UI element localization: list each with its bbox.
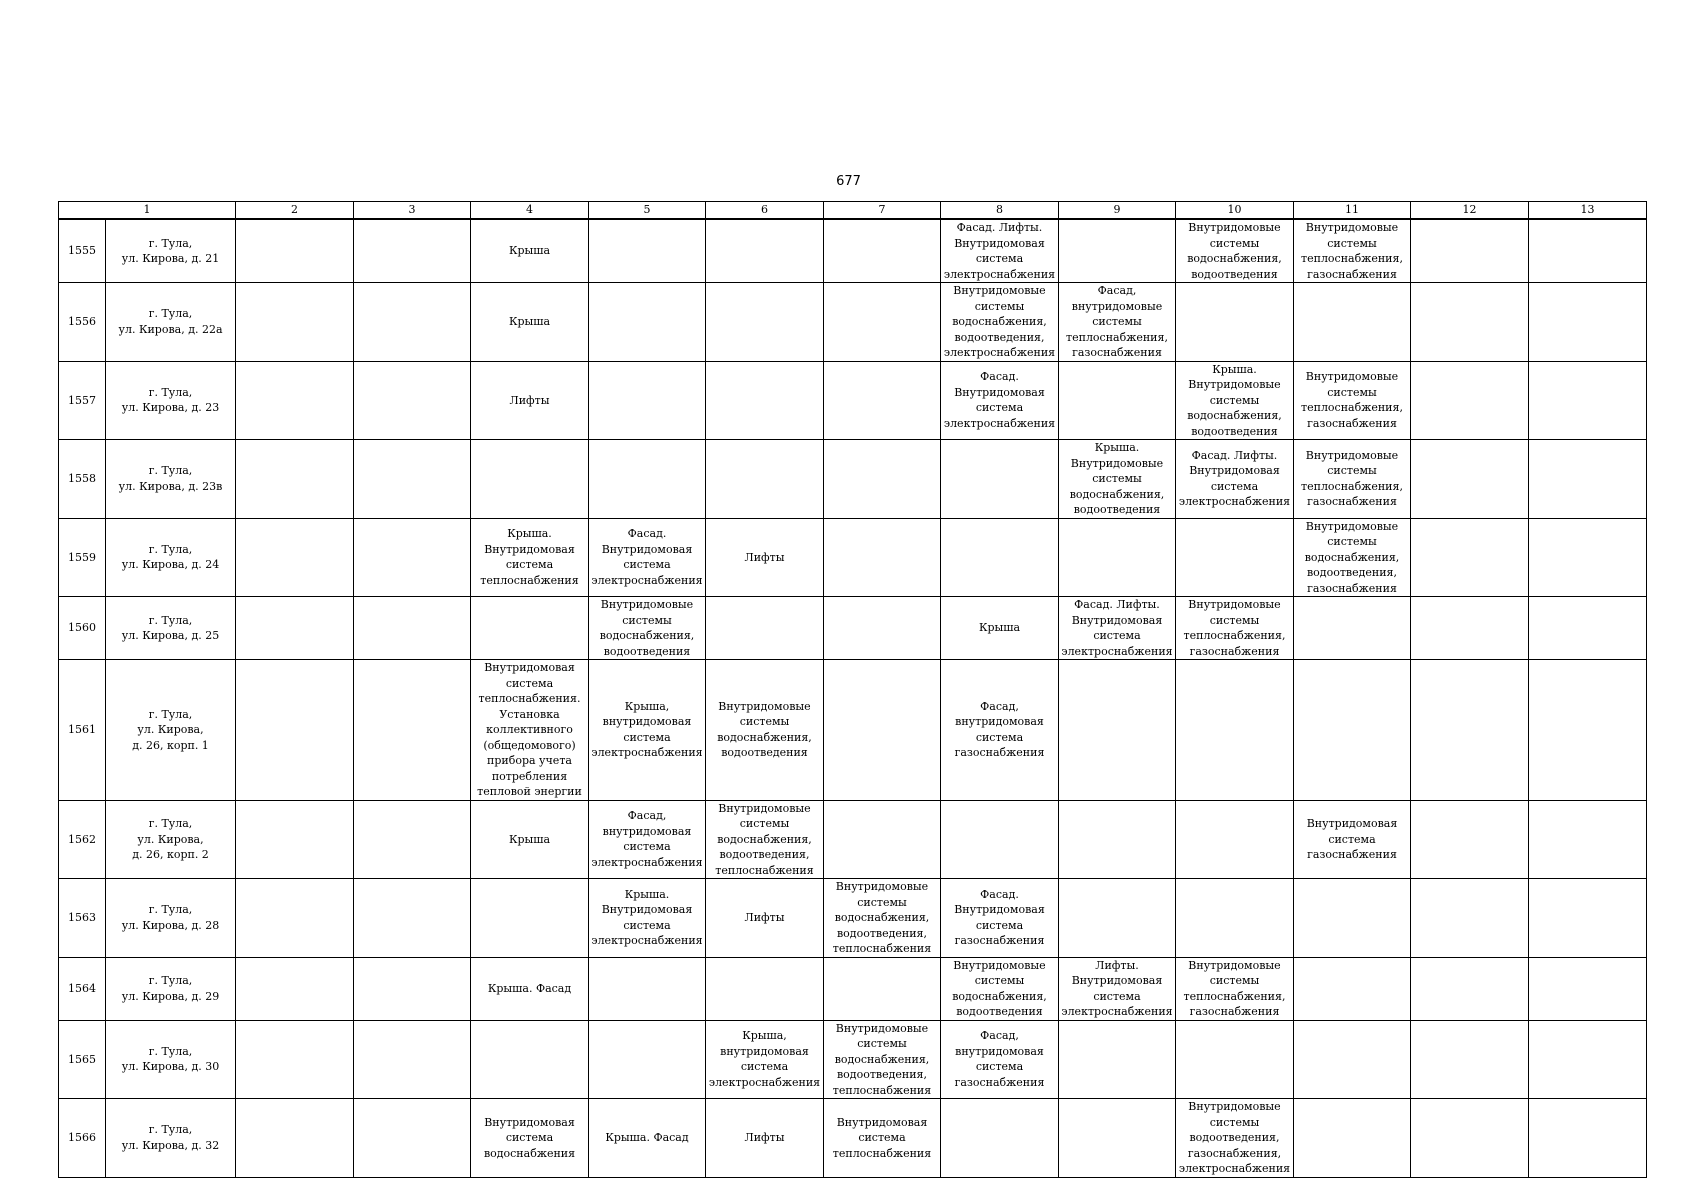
work-cell-col-2: [236, 597, 354, 660]
work-cell-col-5: [589, 1020, 706, 1099]
row-number: 1557: [59, 361, 106, 440]
work-cell-col-5: [589, 361, 706, 440]
work-cell-col-12: [1411, 1099, 1529, 1178]
work-cell-col-6: Лифты: [706, 518, 824, 597]
address-cell: г. Тула, ул. Кирова, д. 25: [106, 597, 236, 660]
table-row: [59, 361, 1647, 440]
work-cell-col-5: Внутридомовые системы водоснабжения, водоотведения: [589, 597, 706, 660]
work-cell-col-10: [1176, 518, 1294, 597]
table-row: [59, 1099, 1647, 1178]
work-cell-col-3: [354, 361, 471, 440]
work-cell-col-6: [706, 361, 824, 440]
work-cell-col-8: [941, 800, 1059, 879]
work-cell-col-2: [236, 440, 354, 519]
work-cell-col-7: [824, 219, 941, 283]
work-cell-col-9: [1059, 361, 1176, 440]
work-cell-col-3: [354, 957, 471, 1020]
row-number: 1556: [59, 283, 106, 362]
work-cell-col-10: [1176, 283, 1294, 362]
work-cell-col-3: [354, 660, 471, 801]
work-cell-col-4: Внутридомовая система водоснабжения: [471, 1099, 589, 1178]
address-cell: г. Тула, ул. Кирова, д. 22а: [106, 283, 236, 362]
work-cell-col-11: [1294, 1020, 1411, 1099]
work-cell-col-9: [1059, 1020, 1176, 1099]
work-cell-col-6: Лифты: [706, 879, 824, 958]
row-number: 1560: [59, 597, 106, 660]
work-cell-col-13: [1529, 1020, 1647, 1099]
table-row: [59, 283, 1647, 362]
table-row: [59, 219, 1647, 283]
work-cell-col-3: [354, 800, 471, 879]
work-cell-col-11: Внутридомовые системы водоснабжения, водоотведения, газоснабжения: [1294, 518, 1411, 597]
work-cell-col-10: Внутридомовые системы теплоснабжения, газоснабжения: [1176, 957, 1294, 1020]
work-cell-col-2: [236, 1099, 354, 1178]
work-cell-col-9: [1059, 219, 1176, 283]
table-row: [59, 879, 1647, 958]
column-header: 6: [706, 202, 824, 220]
work-cell-col-11: [1294, 1099, 1411, 1178]
work-cell-col-13: [1529, 957, 1647, 1020]
row-number: 1561: [59, 660, 106, 801]
work-cell-col-13: [1529, 361, 1647, 440]
work-cell-col-11: Внутридомовые системы теплоснабжения, газоснабжения: [1294, 219, 1411, 283]
work-cell-col-2: [236, 361, 354, 440]
work-cell-col-12: [1411, 518, 1529, 597]
work-cell-col-12: [1411, 219, 1529, 283]
work-cell-col-6: Лифты: [706, 1099, 824, 1178]
work-cell-col-2: [236, 660, 354, 801]
work-cell-col-9: [1059, 518, 1176, 597]
work-cell-col-10: Крыша. Внутридомовые системы водоснабжения, водоотведения: [1176, 361, 1294, 440]
address-cell: г. Тула, ул. Кирова, д. 21: [106, 219, 236, 283]
work-cell-col-2: [236, 219, 354, 283]
work-cell-col-3: [354, 283, 471, 362]
row-number: 1565: [59, 1020, 106, 1099]
work-cell-col-7: [824, 440, 941, 519]
work-cell-col-8: Крыша: [941, 597, 1059, 660]
work-cell-col-8: Фасад. Внутридомовая система газоснабжения: [941, 879, 1059, 958]
address-cell: г. Тула, ул. Кирова, д. 30: [106, 1020, 236, 1099]
work-cell-col-11: [1294, 879, 1411, 958]
work-cell-col-11: [1294, 957, 1411, 1020]
work-cell-col-13: [1529, 283, 1647, 362]
work-cell-col-10: [1176, 1020, 1294, 1099]
address-cell: г. Тула, ул. Кирова, д. 26, корп. 2: [106, 800, 236, 879]
work-cell-col-11: Внутридомовая система газоснабжения: [1294, 800, 1411, 879]
work-cell-col-6: [706, 440, 824, 519]
work-cell-col-9: [1059, 800, 1176, 879]
address-cell: г. Тула, ул. Кирова, д. 29: [106, 957, 236, 1020]
work-cell-col-5: Фасад. Внутридомовая система электроснабжения: [589, 518, 706, 597]
column-header: 8: [941, 202, 1059, 220]
work-cell-col-10: [1176, 660, 1294, 801]
work-cell-col-8: [941, 1099, 1059, 1178]
work-cell-col-8: Фасад, внутридомовая система газоснабжения: [941, 660, 1059, 801]
work-cell-col-10: [1176, 879, 1294, 958]
work-cell-col-11: [1294, 597, 1411, 660]
work-cell-col-5: [589, 957, 706, 1020]
column-header: 9: [1059, 202, 1176, 220]
column-header: 3: [354, 202, 471, 220]
work-cell-col-3: [354, 879, 471, 958]
column-header: 5: [589, 202, 706, 220]
work-cell-col-6: [706, 219, 824, 283]
address-cell: г. Тула, ул. Кирова, д. 32: [106, 1099, 236, 1178]
work-cell-col-12: [1411, 283, 1529, 362]
work-cell-col-10: Внутридомовые системы теплоснабжения, газоснабжения: [1176, 597, 1294, 660]
work-cell-col-9: [1059, 660, 1176, 801]
work-cell-col-8: Фасад, внутридомовая система газоснабжения: [941, 1020, 1059, 1099]
work-cell-col-8: Фасад. Внутридомовая система электроснабжения: [941, 361, 1059, 440]
work-cell-col-9: Фасад, внутридомовые системы теплоснабжения, газоснабжения: [1059, 283, 1176, 362]
work-cell-col-2: [236, 800, 354, 879]
work-cell-col-12: [1411, 361, 1529, 440]
work-cell-col-9: Крыша. Внутридомовые системы водоснабжения, водоотведения: [1059, 440, 1176, 519]
address-cell: г. Тула, ул. Кирова, д. 26, корп. 1: [106, 660, 236, 801]
column-header: 1: [59, 202, 236, 220]
work-cell-col-13: [1529, 660, 1647, 801]
column-header: 11: [1294, 202, 1411, 220]
work-cell-col-9: [1059, 1099, 1176, 1178]
table-row: [59, 660, 1647, 801]
work-cell-col-9: Лифты. Внутридомовая система электроснабжения: [1059, 957, 1176, 1020]
work-cell-col-7: [824, 283, 941, 362]
row-number: 1563: [59, 879, 106, 958]
work-cell-col-5: [589, 219, 706, 283]
work-cell-col-3: [354, 1099, 471, 1178]
address-cell: г. Тула, ул. Кирова, д. 24: [106, 518, 236, 597]
work-cell-col-12: [1411, 597, 1529, 660]
column-header: 4: [471, 202, 589, 220]
work-cell-col-13: [1529, 440, 1647, 519]
work-cell-col-13: [1529, 518, 1647, 597]
work-cell-col-12: [1411, 660, 1529, 801]
work-cell-col-10: Фасад. Лифты. Внутридомовая система электроснабжения: [1176, 440, 1294, 519]
work-cell-col-11: Внутридомовые системы теплоснабжения, газоснабжения: [1294, 361, 1411, 440]
work-cell-col-4: [471, 440, 589, 519]
work-cell-col-3: [354, 219, 471, 283]
work-cell-col-12: [1411, 440, 1529, 519]
column-number-row: [59, 202, 1647, 220]
work-cell-col-6: [706, 283, 824, 362]
table-row: [59, 800, 1647, 879]
work-cell-col-8: Внутридомовые системы водоснабжения, водоотведения, электроснабжения: [941, 283, 1059, 362]
work-cell-col-2: [236, 518, 354, 597]
work-cell-col-4: Лифты: [471, 361, 589, 440]
work-cell-col-10: Внутридомовые системы водоснабжения, водоотведения: [1176, 219, 1294, 283]
work-cell-col-7: [824, 518, 941, 597]
row-number: 1559: [59, 518, 106, 597]
work-cell-col-5: [589, 440, 706, 519]
row-number: 1562: [59, 800, 106, 879]
work-cell-col-4: Крыша. Внутридомовая система теплоснабжения: [471, 518, 589, 597]
work-cell-col-10: Внутридомовые системы водоотведения, газоснабжения, электроснабжения: [1176, 1099, 1294, 1178]
work-cell-col-6: Внутридомовые системы водоснабжения, водоотведения: [706, 660, 824, 801]
work-cell-col-5: Крыша, внутридомовая система электроснабжения: [589, 660, 706, 801]
work-cell-col-13: [1529, 800, 1647, 879]
table-row: [59, 1020, 1647, 1099]
work-cell-col-4: Крыша: [471, 800, 589, 879]
capital-repair-table: [58, 201, 1647, 1178]
work-cell-col-8: [941, 440, 1059, 519]
work-cell-col-2: [236, 1020, 354, 1099]
work-cell-col-6: [706, 957, 824, 1020]
table-row: [59, 440, 1647, 519]
work-cell-col-7: Внутридомовые системы водоснабжения, водоотведения, теплоснабжения: [824, 879, 941, 958]
address-cell: г. Тула, ул. Кирова, д. 23: [106, 361, 236, 440]
work-cell-col-5: Крыша. Фасад: [589, 1099, 706, 1178]
table-row: [59, 518, 1647, 597]
work-cell-col-3: [354, 597, 471, 660]
table-row: [59, 597, 1647, 660]
work-cell-col-2: [236, 283, 354, 362]
work-cell-col-11: [1294, 283, 1411, 362]
column-header: 12: [1411, 202, 1529, 220]
work-cell-col-8: [941, 518, 1059, 597]
work-cell-col-6: Внутридомовые системы водоснабжения, водоотведения, теплоснабжения: [706, 800, 824, 879]
work-cell-col-5: Фасад, внутридомовая система электроснабжения: [589, 800, 706, 879]
work-cell-col-3: [354, 518, 471, 597]
work-cell-col-4: Крыша: [471, 219, 589, 283]
address-cell: г. Тула, ул. Кирова, д. 28: [106, 879, 236, 958]
work-cell-col-7: [824, 660, 941, 801]
work-cell-col-13: [1529, 597, 1647, 660]
work-cell-col-13: [1529, 879, 1647, 958]
work-cell-col-9: [1059, 879, 1176, 958]
column-header: 10: [1176, 202, 1294, 220]
work-cell-col-11: Внутридомовые системы теплоснабжения, газоснабжения: [1294, 440, 1411, 519]
work-cell-col-8: Внутридомовые системы водоснабжения, водоотведения: [941, 957, 1059, 1020]
work-cell-col-7: [824, 800, 941, 879]
work-cell-col-3: [354, 1020, 471, 1099]
work-cell-col-2: [236, 957, 354, 1020]
work-cell-col-7: [824, 597, 941, 660]
work-cell-col-3: [354, 440, 471, 519]
work-cell-col-7: Внутридомовая система теплоснабжения: [824, 1099, 941, 1178]
work-cell-col-10: [1176, 800, 1294, 879]
address-cell: г. Тула, ул. Кирова, д. 23в: [106, 440, 236, 519]
work-cell-col-12: [1411, 879, 1529, 958]
work-cell-col-13: [1529, 1099, 1647, 1178]
work-cell-col-4: [471, 1020, 589, 1099]
work-cell-col-6: Крыша, внутридомовая система электроснабжения: [706, 1020, 824, 1099]
row-number: 1558: [59, 440, 106, 519]
column-header: 13: [1529, 202, 1647, 220]
work-cell-col-12: [1411, 957, 1529, 1020]
work-cell-col-5: [589, 283, 706, 362]
page-number: 677: [836, 174, 861, 189]
work-cell-col-7: [824, 361, 941, 440]
row-number: 1566: [59, 1099, 106, 1178]
work-cell-col-4: [471, 597, 589, 660]
work-cell-col-7: Внутридомовые системы водоснабжения, водоотведения, теплоснабжения: [824, 1020, 941, 1099]
column-header: 2: [236, 202, 354, 220]
work-cell-col-8: Фасад. Лифты. Внутридомовая система электроснабжения: [941, 219, 1059, 283]
work-cell-col-12: [1411, 800, 1529, 879]
work-cell-col-5: Крыша. Внутридомовая система электроснабжения: [589, 879, 706, 958]
work-cell-col-4: Крыша: [471, 283, 589, 362]
table-row: [59, 957, 1647, 1020]
column-header: 7: [824, 202, 941, 220]
work-cell-col-4: Крыша. Фасад: [471, 957, 589, 1020]
work-cell-col-2: [236, 879, 354, 958]
work-cell-col-6: [706, 597, 824, 660]
work-cell-col-11: [1294, 660, 1411, 801]
work-cell-col-4: Внутридомовая система теплоснабжения. Установка коллективного (общедомового) прибора учета потребления тепловой энергии: [471, 660, 589, 801]
work-cell-col-13: [1529, 219, 1647, 283]
row-number: 1555: [59, 219, 106, 283]
row-number: 1564: [59, 957, 106, 1020]
work-cell-col-12: [1411, 1020, 1529, 1099]
work-cell-col-4: [471, 879, 589, 958]
work-cell-col-7: [824, 957, 941, 1020]
work-cell-col-9: Фасад. Лифты. Внутридомовая система электроснабжения: [1059, 597, 1176, 660]
